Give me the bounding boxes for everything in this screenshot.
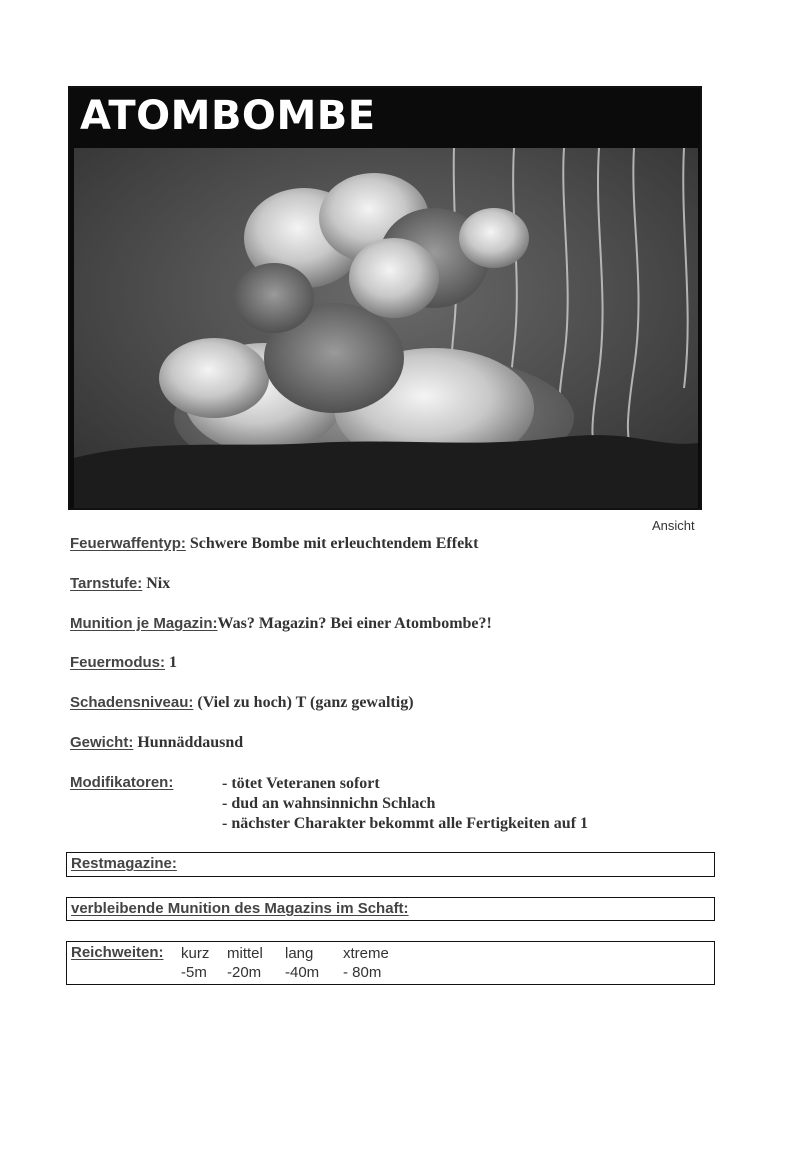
- range-xtreme-value: - 80m: [343, 964, 382, 981]
- explosion-photo: [74, 148, 698, 508]
- field-feuerwaffentyp: [70, 535, 478, 553]
- range-kurz-value: -5m: [181, 964, 207, 981]
- range-mittel-name: mittel: [227, 945, 263, 962]
- range-lang-value: -40m: [285, 964, 320, 981]
- modifikator-item: - tötet Veteranen sofort: [222, 775, 380, 792]
- gewicht-value: Hunnäddausnd: [137, 734, 244, 751]
- restmagazine-box[interactable]: [66, 852, 715, 877]
- restmagazine-label: Restmagazine:: [71, 855, 177, 872]
- munition-value: Was? Magazin? Bei einer Atombombe?!: [217, 615, 492, 632]
- modifikatoren-list: [222, 774, 588, 834]
- range-mittel-value: -20m: [227, 964, 262, 981]
- weapon-title: ATOMBOMBE: [80, 93, 376, 139]
- verbleibende-munition-box[interactable]: [66, 897, 715, 921]
- range-mittel: [227, 944, 263, 982]
- modifikator-item: - nächster Charakter bekommt alle Fertigkeiten auf 1: [222, 815, 589, 832]
- range-kurz-name: kurz: [181, 945, 210, 962]
- schadensniveau-value: (Viel zu hoch) T (ganz gewaltig): [197, 694, 414, 711]
- mushroom-cloud-image: [74, 148, 698, 508]
- range-lang-name: lang: [285, 945, 314, 962]
- photo-caption: Ansicht: [652, 518, 695, 533]
- field-schadensniveau: [70, 694, 414, 712]
- field-munition: [70, 615, 492, 633]
- field-modifikatoren: [70, 774, 173, 792]
- verbleibende-munition-label: verbleibende Munition des Magazins im Schaft:: [71, 900, 409, 917]
- weapon-card: [68, 86, 702, 510]
- reichweiten-box: [66, 941, 715, 985]
- reichweiten-label: Reichweiten:: [71, 944, 164, 961]
- modifikator-item: - dud an wahnsinnichn Schlach: [222, 795, 436, 812]
- field-gewicht: [70, 734, 243, 752]
- modifikatoren-label: Modifikatoren:: [70, 774, 174, 791]
- munition-label: Munition je Magazin:: [70, 615, 218, 632]
- gewicht-label: Gewicht:: [70, 734, 134, 751]
- tarnstufe-value: Nix: [146, 575, 171, 592]
- feuermodus-label: Feuermodus:: [70, 654, 166, 671]
- feuerwaffentyp-label: Feuerwaffentyp:: [70, 535, 186, 552]
- range-xtreme: [343, 944, 389, 982]
- feuerwaffentyp-value: Schwere Bombe mit erleuchtendem Effekt: [189, 535, 479, 552]
- range-kurz: [181, 944, 209, 982]
- feuermodus-value: 1: [169, 654, 178, 671]
- field-tarnstufe: [70, 575, 170, 593]
- tarnstufe-label: Tarnstufe:: [70, 575, 143, 592]
- field-feuermodus: [70, 654, 177, 672]
- range-lang: [285, 944, 319, 982]
- schadensniveau-label: Schadensniveau:: [70, 694, 194, 711]
- range-xtreme-name: xtreme: [343, 945, 389, 962]
